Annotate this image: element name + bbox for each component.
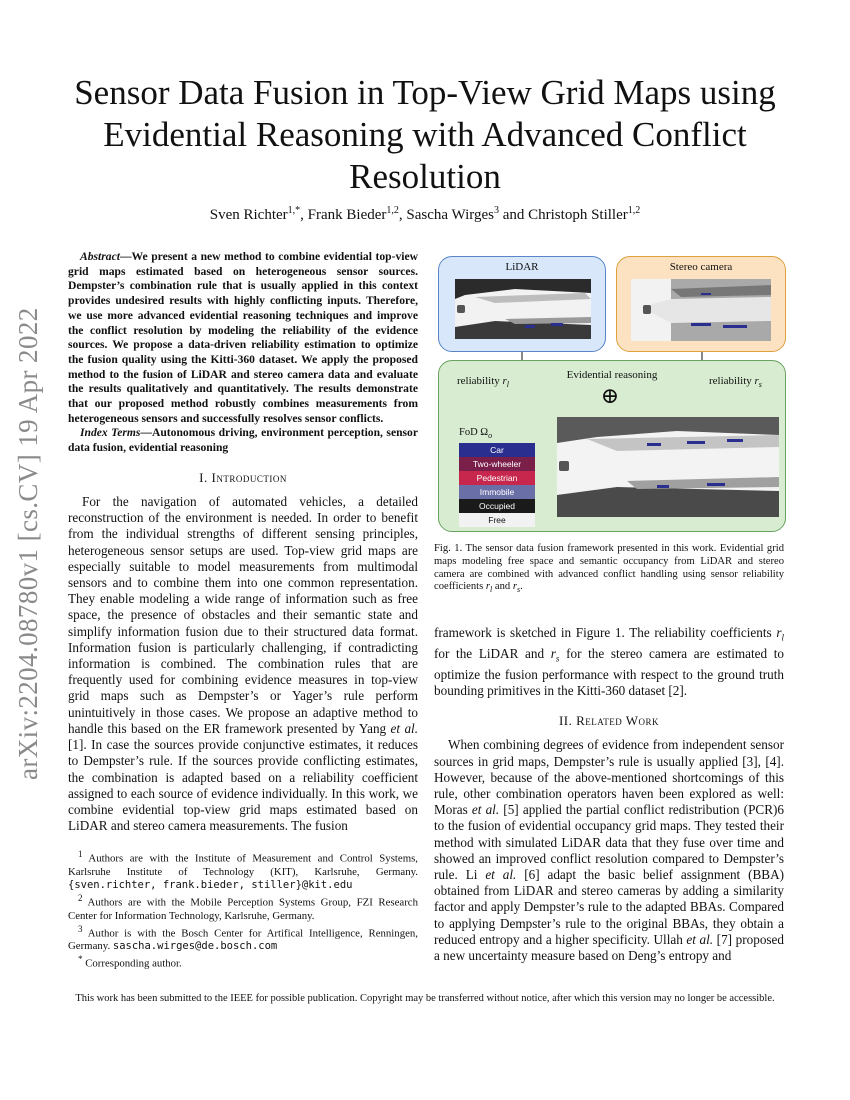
abstract-text: —We present a new method to combine evidential top-view grid maps estimated based on heterogeneous sensor sources. Dempster’s combination rule that is usually applied in this context provides undesired results with highly conflicting inputs. Therefore, we use more advanced evidential reasoning techniques and improve the conflict resolution by modeling the reliability of the evidence sources. We propose a data-driven reliability estimation to optimize the fusion quality using the Kitti-360 dataset. We apply the proposed method to the fusion of LiDAR and stereo camera data and evaluate the results qualitatively and quantitatively. The results demonstrate that our proposed method robustly combines measurements from heterogeneous sensors and successfully resolves sensor conflicts.	[68, 250, 418, 425]
reliability-var: r	[754, 375, 759, 387]
math-var: r	[776, 625, 782, 640]
lidar-label: LiDAR	[505, 261, 539, 273]
intro-paragraph	[68, 494, 418, 834]
footnote-mark: 2	[78, 892, 83, 903]
evidential-reasoning-label: Evidential reasoning	[566, 369, 658, 381]
etal: et al.	[471, 802, 500, 818]
para-text: [6] adapt the basic belief assignment (BBA) obtained from LiDAR and stereo cameras by adding a similarity factor and apply Dempster’s rule to the adapted BBAs. Compared to applying Dempster’s rule to the original BBAs, they obtain a reduced entropy and a higher specificity. Ullah	[434, 866, 784, 947]
fod-item-immobile: Immobile	[459, 485, 535, 499]
reliability-sub: s	[758, 380, 762, 390]
figure-1	[436, 256, 788, 532]
reliability-stereo-label	[709, 375, 762, 389]
reliability-prefix: reliability	[709, 375, 755, 387]
fod-title-text: FoD Ω	[459, 427, 489, 438]
fod-title-sub: o	[488, 431, 493, 441]
caption-text: Fig. 1. The sensor data fusion framework presented in this work. Evidential grid maps modeling free space and semantic occupancy from LiDAR and stereo camera are combined with advanced conflict handling using sensor reliability coefficients	[434, 543, 784, 593]
para-text: for the LiDAR and	[434, 645, 551, 661]
footnote-email[interactable]: {sven.richter, frank.bieder, stiller}@kit.edu	[68, 878, 353, 891]
footnote-1	[68, 848, 418, 892]
index-terms	[68, 426, 418, 455]
footnotes	[68, 848, 418, 970]
footnote-text: Author is with the Bosch Center for Artifical Intelligence, Renningen, Germany.	[68, 927, 418, 953]
reliability-var: r	[502, 375, 507, 387]
footnote-3	[68, 923, 418, 954]
author-separator: ,	[300, 207, 308, 223]
author-separator: and	[498, 207, 529, 223]
right-column	[434, 625, 784, 964]
abstract-label: Abstract	[80, 250, 120, 263]
caption-sub: l	[490, 585, 493, 595]
author-affiliation: 1,2	[386, 205, 399, 216]
caption-sub: s	[516, 585, 521, 595]
para-text: When combining degrees of evidence from independent sensor sources in grid maps, Dempster’s rule is usually applied [3], [4]. However, because of the above-mentioned shortcomings of this rule, other combination operators haven been explored as well: Moras	[434, 737, 784, 818]
fod-item-free: Free	[459, 513, 535, 527]
caption-text: and	[492, 581, 513, 593]
footnote-mark: 3	[78, 923, 83, 934]
left-column	[68, 250, 418, 971]
para-text: [5] applied the partial conflict redistribution (PCR)6 to the fusion of evidential occupancy grid maps. They tested their method with simulated LiDAR data that they fuse over time and showed an improved conflict resolution compared to Dempster’s rule. Li	[434, 802, 784, 882]
author-name: Christoph Stiller	[528, 207, 628, 223]
arxiv-identifier: arXiv:2204.08780v1 [cs.CV] 19 Apr 2022	[13, 307, 43, 780]
reliability-lidar-label	[457, 375, 509, 389]
footnote-mark: 1	[78, 849, 83, 860]
etal: et al.	[686, 931, 714, 947]
intro-text-cont: [1]. In case the sources provide conjunctive estimates, it reduces to Dempster’s rule. If the sources provide conflicting estimates, the combination is adapted based on a reliability coefficient assigned to each source of evidence individually. In this work, we combine evidential top-view grid maps estimated based on LiDAR and stereo camera measurements. The fusion	[68, 737, 418, 834]
figure-caption	[434, 543, 784, 597]
fused-grid-map	[557, 417, 779, 517]
math-var: r	[550, 645, 556, 661]
abstract	[68, 250, 418, 426]
fused-grid-map-image	[557, 417, 779, 517]
footnote-email[interactable]: sascha.wirges@de.bosch.com	[112, 940, 278, 953]
caption-var: r	[512, 581, 517, 593]
fod-legend	[459, 427, 535, 527]
math-sub: s	[555, 653, 560, 664]
footnote-2	[68, 892, 418, 923]
fod-item-occupied: Occupied	[459, 499, 535, 513]
paper-title: Sensor Data Fusion in Top-View Grid Maps using Evidential Reasoning with Advanced Conflict Resolution	[74, 73, 776, 196]
intro-text: For the navigation of automated vehicles, a detailed reconstruction of the environment is needed. In order to benefit from the individual strengths of different sensing principles, heterogeneous sensor setups are used. Top-view grid maps are especially suitable to model measurements from multimodal sensors and to combine them into one common representation. They enable modeling a wide range of information such as free space, the presence of obstacles and their semantic state and simplify information fusion due to their structured data format. Information fusion is particularly challenging, if contradicting information is combined. The combination rules that are frequently used for combining evidence measures in top-view grid maps such as Dempster’s or Yager’s rule perform unintuitively in those cases. We propose an adaptive method to handle this based on the ER framework presented by Yang	[68, 494, 418, 736]
fod-item-car: Car	[459, 443, 535, 457]
caption-text: .	[520, 581, 523, 593]
para-text: framework is sketched in Figure 1. The reliability coefficients	[434, 625, 777, 640]
reliability-sub: l	[506, 380, 510, 390]
right-paragraph-2	[434, 737, 784, 964]
footnote-4	[68, 953, 418, 971]
right-paragraph-1	[434, 625, 784, 699]
para-text: for the stereo camera are estimated to optimize the fusion performance with respect to the ground truth bounding primitives in the Kitti-360 dataset [2].	[434, 645, 785, 698]
author-list	[70, 205, 780, 224]
fod-list	[459, 443, 535, 527]
author-name: Frank Bieder	[307, 207, 387, 223]
section-heading-related-work: II. Related Work	[558, 713, 660, 729]
fod-item-two-wheeler: Two-wheeler	[459, 457, 535, 471]
caption-var: r	[485, 581, 490, 593]
para-text: [7] proposed a new uncertainty measure based on Deng’s entropy and	[434, 931, 785, 963]
submission-note: This work has been submitted to the IEEE for possible publication. Copyright may be transferred without notice, after which this version may no longer be accessible.	[75, 993, 775, 1004]
section-heading-introduction: I. Introduction	[199, 469, 287, 485]
footnote-text: Authors are with the Mobile Perception Systems Group, FZI Research Center for Information Technology, Karlsruhe, Germany.	[68, 896, 418, 922]
author-affiliation: 1,2	[627, 205, 641, 216]
author-name: Sven Richter	[209, 207, 288, 223]
author-separator: ,	[398, 207, 407, 223]
footnote-text: Corresponding author.	[82, 957, 182, 970]
index-terms-label: Index Terms	[80, 426, 141, 440]
author-name: Sascha Wirges	[406, 207, 494, 223]
fod-item-pedestrian: Pedestrian	[459, 471, 535, 485]
fod-title	[459, 427, 535, 440]
footnote-mark: *	[78, 954, 83, 965]
oplus-icon: ⊕	[600, 383, 620, 408]
reliability-prefix: reliability	[457, 375, 503, 387]
math-sub: l	[781, 632, 784, 643]
etal: et al.	[485, 866, 517, 882]
fusion-panel	[438, 360, 786, 532]
author-affiliation: 1,*	[287, 205, 301, 216]
footnote-text: Authors are with the Institute of Measurement and Control Systems, Karlsruhe Institute of Technology (KIT), Karlsruhe, Germany.	[68, 852, 418, 878]
index-terms-text: —Autonomous driving, environment perception, sensor data fusion, evidential reasoning	[68, 426, 418, 455]
stereo-label: Stereo camera	[669, 261, 733, 273]
author-affiliation: 3	[493, 205, 499, 216]
intro-etal: et al.	[390, 720, 419, 736]
